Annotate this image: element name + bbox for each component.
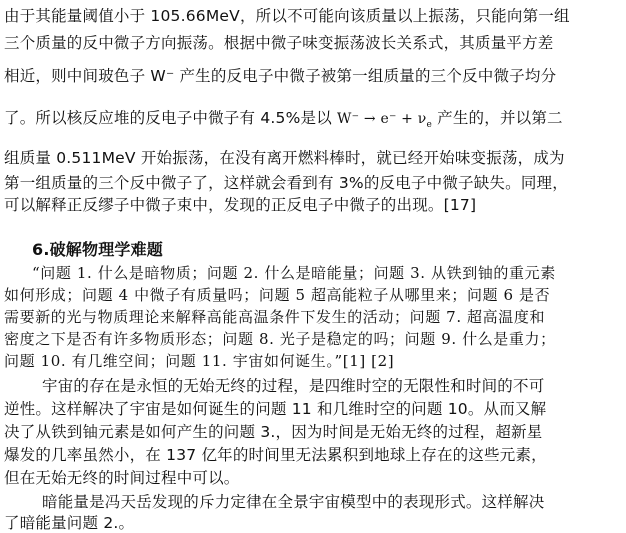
- body-line-4: 爆发的几率虽然小，在 137 亿年的时间里无法累积到地球上存在的这些元素，: [4, 446, 547, 464]
- body-line-3: 决了从铁到铀元素是如何产生的问题 3.，因为时间是无始无终的过程，超新星: [4, 423, 543, 441]
- decay-formula: [337, 111, 433, 130]
- quote-line-1: “问题 1. 什么是暗物质；问题 2. 什么是暗能量；问题 3. 从铁到铀的重元素: [32, 264, 556, 282]
- body-line-6: 暗能量是冯天岳发现的斥力定律在全景宇宙模型中的表现形式。这样解决: [42, 493, 545, 511]
- paragraph1-line-4-text: 了。所以核反应堆的反电子中微子有 4.5%是以: [4, 109, 338, 127]
- body-line-1: 宇宙的存在是永恒的无始无终的过程，是四维时空的无限性和时间的不可: [42, 377, 545, 395]
- paragraph1-line-5: 组质量 0.511MeV 开始振荡，在没有离开燃料棒时，就已经开始味变振荡，成为: [4, 149, 565, 167]
- decay-formula-subscript: e: [426, 119, 433, 130]
- body-line-2: 逆性。这样解决了宇宙是如何诞生的问题 11 和几维时空的问题 10。从而又解: [4, 400, 547, 418]
- paragraph1-line-6: 第一组质量的三个反中微子了，这样就会看到有 3%的反电子中微子缺失。同理，: [4, 174, 568, 192]
- quote-line-4: 密度之下是否有许多物质形态；问题 8. 光子是稳定的吗；问题 9. 什么是重力；: [4, 330, 556, 348]
- quote-line-5: 问题 10. 有几维空间；问题 11. 宇宙如何诞生。”[1] [2]: [4, 352, 395, 370]
- body-line-5: 但在无始无终的时间过程中可以。: [4, 469, 240, 487]
- section-heading: 6.破解物理学难题: [32, 240, 164, 259]
- paragraph1-line-3: 相近，则中间玻色子 W⁻ 产生的反电子中微子被第一组质量的三个反中微子均分: [4, 67, 557, 85]
- paragraph1-line-4: [4, 106, 563, 130]
- paragraph1-line-2: 三个质量的反中微子方向振荡。根据中微子味变振荡波长关系式，其质量平方差: [4, 34, 554, 52]
- decay-formula-main: W⁻ → e⁻ + ν: [337, 111, 427, 127]
- body-line-7: 了暗能量问题 2.。: [4, 514, 135, 532]
- quote-line-3: 需要新的光与物质理论来解释高能高温条件下发生的活动；问题 7. 超高温度和: [4, 308, 546, 326]
- paragraph1-line-4-tail: 产生的，并以第二: [432, 109, 563, 127]
- quote-line-2: 如何形成；问题 4 中微子有质量吗；问题 5 超高能粒子从哪里来；问题 6 是否: [4, 286, 551, 304]
- paragraph1-line-1: 由于其能量阈值小于 105.66MeV，所以不可能向该质量以上振荡，只能向第一组: [4, 7, 570, 25]
- paragraph1-line-7: 可以解释正反缪子中微子束中，发现的正反电子中微子的出现。[17]: [4, 196, 477, 214]
